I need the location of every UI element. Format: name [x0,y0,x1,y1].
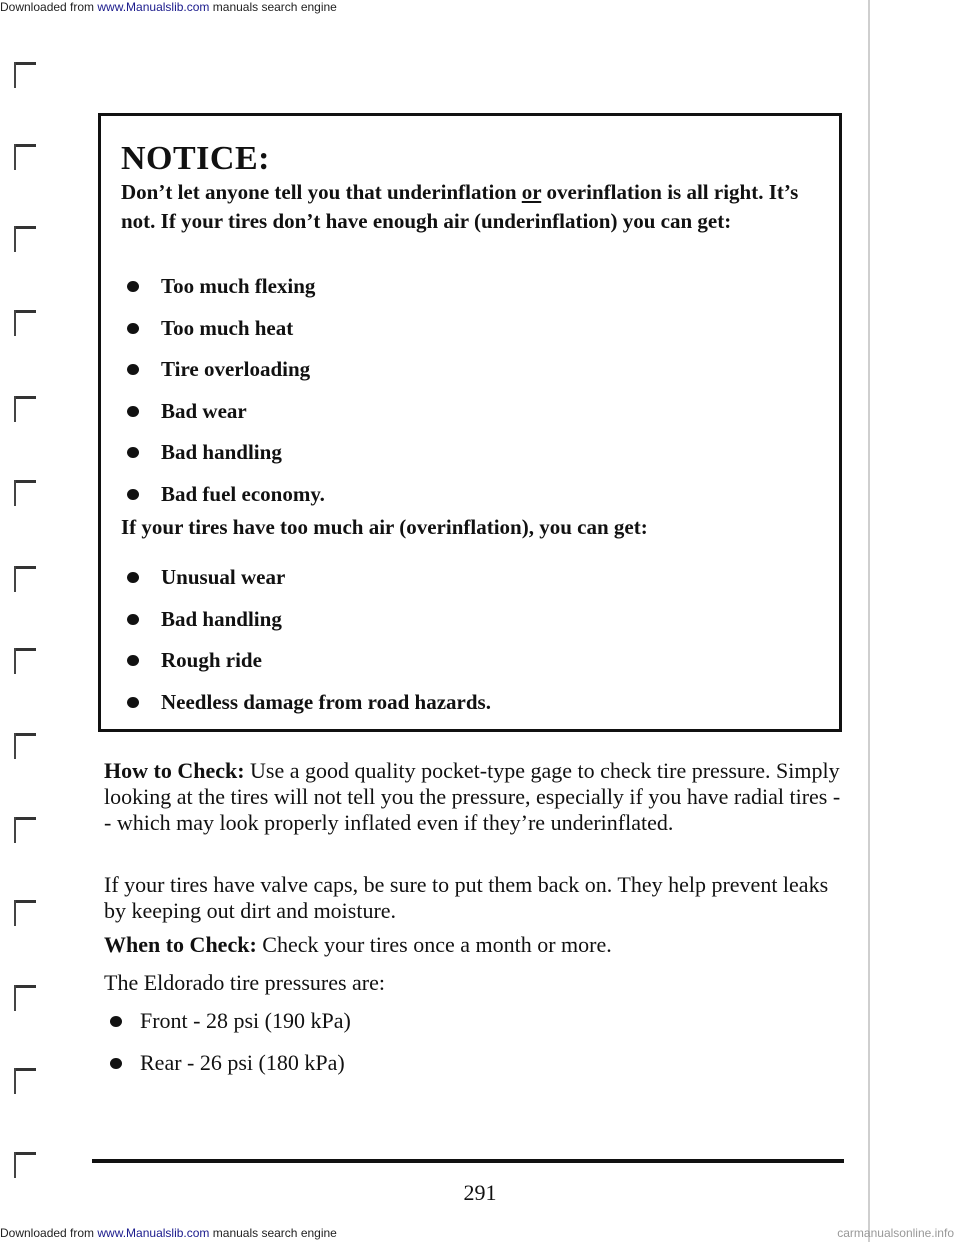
rear-pressure: Rear - 26 psi (180 kPa) [140,1050,345,1075]
page-number: 291 [463,1180,497,1205]
list-item [106,1042,351,1084]
list-item [123,640,491,682]
list-item [123,391,325,433]
list-item [123,557,491,599]
list-item-text: Too much flexing [161,274,316,298]
when-to-check-paragraph [104,932,844,958]
how-to-check-text: Use a good quality pocket-type gage to check tire pressure. Simply looking at the tires will not tell you the pressure, especially if you have radial tires -- which may look properly inflated even if they’re underinflated. [104,758,841,835]
notice-title: NOTICE: [121,140,270,177]
bullet-icon [127,489,139,500]
list-item-text: Bad wear [161,398,247,423]
bullet-icon [127,281,139,292]
list-item [123,599,491,641]
notice-intro-or: or [521,180,542,204]
notice-box [98,113,842,732]
bullet-icon [127,323,139,334]
manualslib-link[interactable]: www.Manualslib.com [97,0,210,14]
underinflation-effects-list [123,266,325,515]
list-item-text: Bad fuel economy. [161,481,325,506]
header-prefix: Downloaded from [0,0,98,14]
bullet-icon [127,364,139,375]
list-item [123,682,491,724]
list-item-text: Unusual wear [161,565,286,589]
footer-prefix: Downloaded from [0,1226,98,1240]
front-pressure: Front - 28 psi (190 kPa) [140,1008,351,1033]
download-source-header [0,0,337,14]
how-to-check-paragraph [104,758,844,836]
download-source-footer [0,1226,337,1240]
list-item [123,266,325,308]
bullet-icon [127,655,139,666]
bullet-icon [127,614,139,625]
bullet-icon [127,406,139,417]
valve-caps-paragraph: If your tires have valve caps, be sure to put them back on. They help prevent leaks by keeping out dirt and moisture. [104,872,829,923]
list-item [123,474,325,516]
when-to-check-text: Check your tires once a month or more. [256,932,612,957]
list-item-text: Bad handling [161,440,282,464]
list-item-text: Needless damage from road hazards. [161,689,491,714]
bullet-icon [127,572,139,583]
bullet-icon [127,697,139,708]
header-suffix: manuals search engine [209,0,337,14]
notice-intro [121,178,801,236]
list-item [123,349,325,391]
overinflation-intro: If your tires have too much air (overinflation), you can get: [121,515,648,539]
list-item-text: Rough ride [161,648,262,672]
manualslib-link[interactable]: www.Manualslib.com [97,1226,210,1240]
notice-intro-start: Don’t let anyone tell you that underinflation [121,180,522,204]
corner-watermark: carmanualsonline.info [837,1226,954,1240]
bullet-icon [127,447,139,458]
page-edge-shadow [868,0,870,1242]
list-item [106,1000,351,1042]
how-to-check-label: How to Check: [104,758,245,783]
list-item [123,432,325,474]
footer-rule [92,1159,844,1163]
pressures-intro: The Eldorado tire pressures are: [104,970,385,995]
list-item-text: Tire overloading [161,357,311,381]
tire-pressure-list [106,1000,351,1084]
list-item [123,308,325,350]
bullet-icon [110,1058,122,1069]
notice-intro-end: overinflation is all right. It’s not. If your tires don’t have enough air (underinflation) you can get: [121,180,799,233]
list-item-text: Too much heat [161,315,294,340]
overinflation-effects-list [123,557,491,723]
when-to-check-label: When to Check: [104,932,257,957]
bullet-icon [110,1016,122,1027]
footer-suffix: manuals search engine [209,1226,337,1240]
list-item-text: Bad handling [161,606,282,631]
